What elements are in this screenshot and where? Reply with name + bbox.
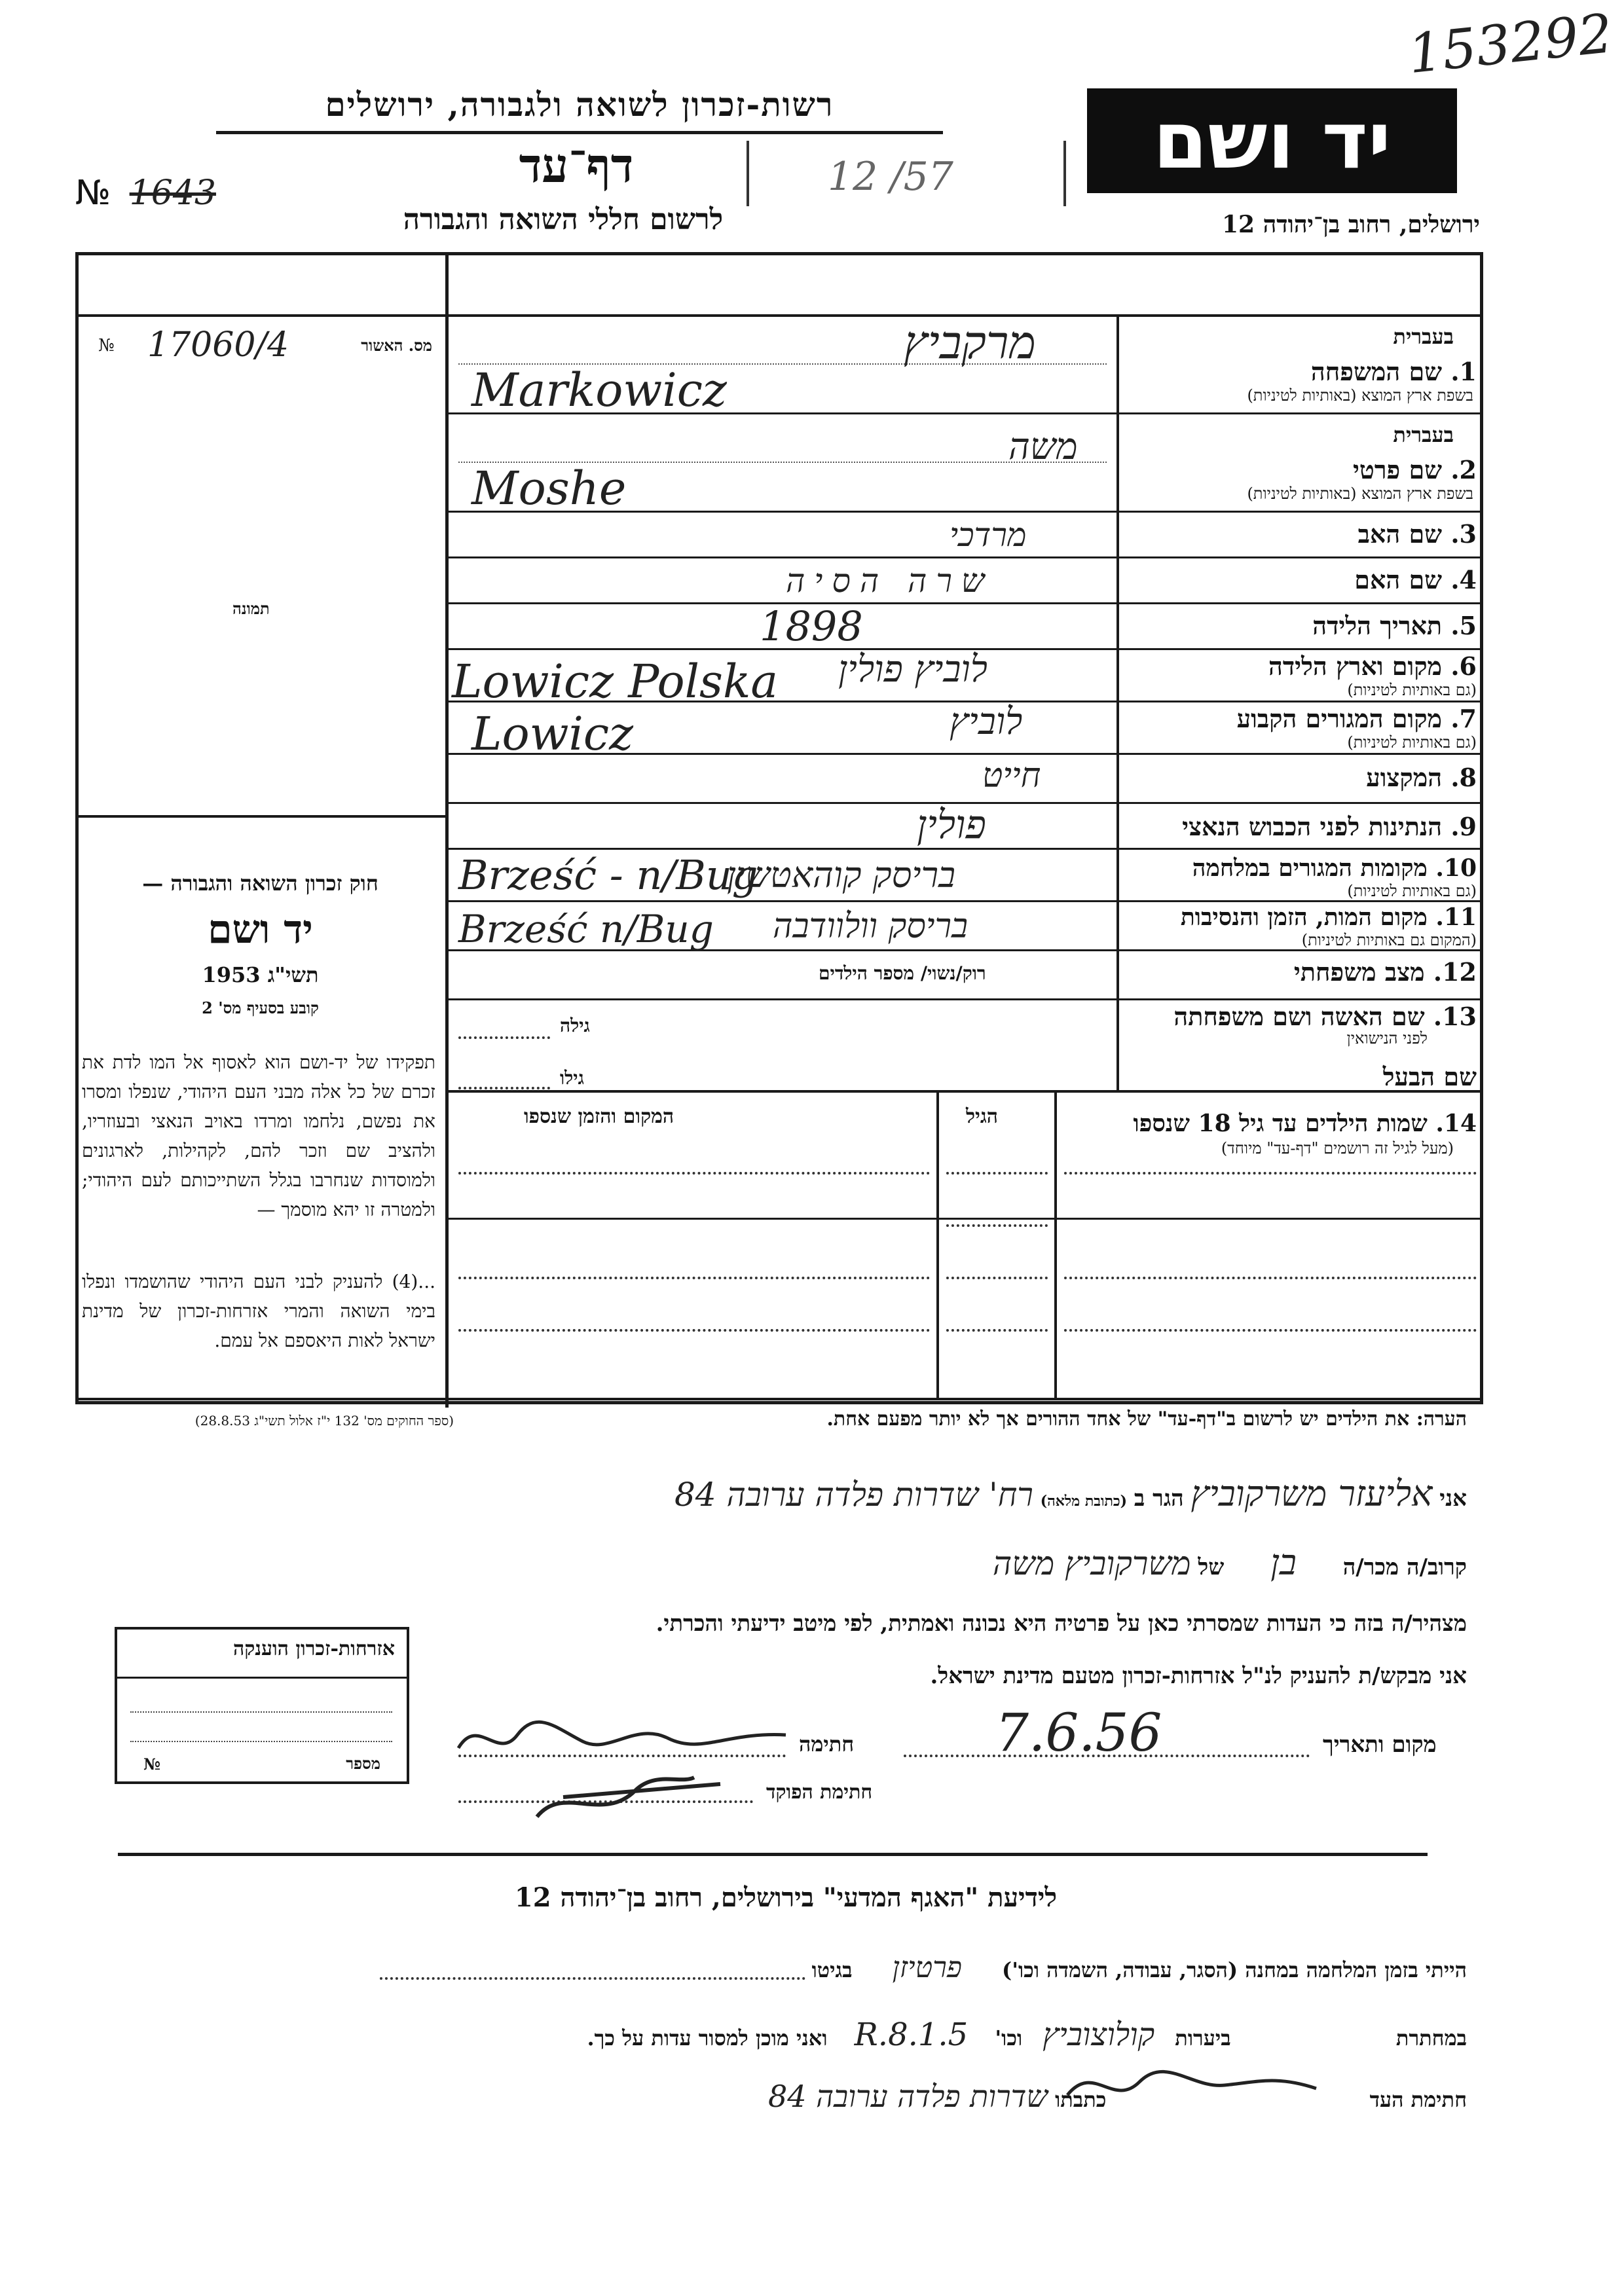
field-13-text: שם האשה ושם משפחתה (1173, 1002, 1425, 1031)
field-6-text: מקום וארץ הלידה (1268, 651, 1443, 681)
field-12-num: 12. (1433, 957, 1477, 987)
wife-age-label: גילה (560, 1015, 590, 1036)
field-10-label (1192, 854, 1477, 882)
law-year: תשי"ג 1953 (202, 962, 319, 987)
intel-row2-etc: וכו' (995, 2026, 1023, 2050)
field-9-value: פולין (917, 802, 986, 848)
field-10-value-latin: Brześć - n/Bug (458, 851, 758, 899)
law-text-2: ...(4) להעניק לבני העם היהודי שהושמדו ונפלו בימי השואה והמרי אזרחות-זכרון של מדינת ישראל לאות היאספם אל עמם. (82, 1271, 435, 1351)
field-12-text: מצב משפחתי (1293, 957, 1425, 987)
field-9-num: 9. (1450, 812, 1477, 841)
declaration-line-3: מצהיר/ה בזה כי העדות שמסרתי כאן על פרטיה היא נכונה ואמתית, לפי מיטב ידיעתי והכרתי. (655, 1611, 1467, 1637)
citizenship-no-label: № (143, 1755, 161, 1774)
field-4-text: שם האם (1354, 565, 1443, 594)
field-11-text: מקום המות, הזמן והנסיבות (1180, 903, 1428, 931)
field-10-text: מקומות המגורים במלחמה (1192, 854, 1428, 882)
intel-row2-prefix: במחתרת (1395, 2026, 1467, 2050)
field-11-value-latin: Brześć n/Bug (458, 907, 714, 951)
field-7-sub: (גם באותיות לטיניות) (1347, 733, 1477, 752)
declaration-i: אני (1439, 1485, 1467, 1512)
field-3-num: 3. (1450, 519, 1477, 549)
declarant-address: רח' שדרות פלדה ערובה 84 (674, 1476, 1033, 1514)
field-1-value-he: מרקביץ (904, 316, 1036, 369)
citizenship-number-label: מספר (346, 1754, 380, 1773)
field-8-text: המקצוע (1366, 763, 1443, 792)
official-signature-label: חתימת הפוקד (766, 1781, 873, 1804)
field-5-value: 1898 (760, 602, 863, 650)
intel-row-2 (111, 2016, 1467, 2053)
declaration-address-label: (כתובת מלאה) (1040, 1493, 1128, 1510)
field-1-text: שם המשפחה (1310, 357, 1443, 386)
declarant-name: אליעזר משרקוביץ (1190, 1473, 1433, 1514)
field-10-value: בריסק קוהאטשין (727, 854, 956, 896)
field-5-num: 5. (1450, 611, 1477, 640)
field-10-num: 10. (1435, 854, 1477, 882)
field-6-num: 6. (1450, 651, 1477, 681)
field-2-num: 2. (1450, 455, 1477, 484)
field-13-num: 13. (1433, 1002, 1477, 1031)
children-sub: (מעל לגיל זה רושמים "דף-עד" מיוחד) (1221, 1139, 1454, 1157)
relation-label: קרוב/ה מכר/ה (1342, 1554, 1467, 1580)
intel-row1-suffix: בגיטו (811, 1958, 853, 1982)
approval-number-row (85, 325, 439, 370)
children-label: 14. שמות הילדים עד גיל 18 שנספו (1133, 1110, 1477, 1137)
field-12-value: רוק/נשוי/ מספר הילדים (819, 962, 986, 984)
relation-value: בן (1270, 1542, 1297, 1583)
field-9-label (1182, 812, 1477, 842)
field-11-num: 11. (1435, 903, 1477, 931)
field-5-label (1312, 611, 1477, 641)
citizenship-box (115, 1627, 409, 1784)
relation-name: משרקוביץ משה (992, 1544, 1191, 1582)
field-10-sub: (גם באותיות לטיניות) (1347, 882, 1477, 900)
form-subtitle: לרשום חללי השואה והגבורה (403, 203, 724, 236)
declaration-line-2 (589, 1542, 1467, 1583)
field-2-label (1353, 455, 1477, 485)
intel-row1-prefix: הייתי בזמן המלחמה במחנה (הסגר, עבודה, השמדה וכו') (1002, 1958, 1467, 1982)
intel-address-value: שדרות פלדה ערובה 84 (767, 2079, 1048, 2114)
declaration-resides: הגר ב (1134, 1485, 1184, 1512)
field-4-label (1354, 565, 1477, 595)
witness-signature (1061, 2056, 1323, 2115)
children-age-header: הגיל (966, 1105, 999, 1128)
intel-row2-handwritten: קולוצוביץ (1043, 2016, 1155, 2053)
field-1-sub: בשפת ארץ המוצא (באותיות לטיניות) (1247, 386, 1473, 405)
intel-title: לידיעת "האגף המדעי" בירושלים, רחוב בן־יהודה 12 (514, 1882, 1058, 1913)
logo-text: יד ושם (1153, 95, 1392, 187)
children-place-header: המקום והזמן שנספו (524, 1105, 674, 1128)
form-title: דף־עד (519, 137, 634, 193)
field-8-label (1366, 763, 1477, 793)
field-8-value: חייט (982, 756, 1041, 795)
intel-witness-signature-label: חתימת העד (1369, 2087, 1467, 2112)
field-2-lang: בעברית (1393, 422, 1454, 447)
intel-row2-value: ביערות (1175, 2026, 1231, 2050)
field-7-value-latin: Lowicz (471, 707, 634, 761)
field-6-value-latin: Lowicz Polska (452, 655, 779, 708)
declaration-line-1 (393, 1473, 1467, 1514)
received-stamp (747, 141, 1066, 206)
field-6-label (1268, 651, 1477, 682)
citizenship-box-title: אזרחות-זכרון הוענקה (232, 1637, 395, 1660)
children-note: הערה: את הילדים יש לרשום ב"דף-עד" של אחד ההורים אך לא יותר מפעם אחת. (826, 1408, 1467, 1430)
place-date-value: 7.6.56 (995, 1702, 1162, 1763)
law-clause: קובע בסעיף מס' 2 (202, 998, 319, 1017)
field-8-num: 8. (1450, 763, 1477, 792)
field-11-sub: (המקום גם באותיות לטיניות) (1301, 931, 1477, 949)
field-4-num: 4. (1450, 565, 1477, 594)
approval-label: מס. האשור (361, 336, 432, 355)
field-13-sub: לפני הנישואין (1346, 1029, 1428, 1048)
field-6-value: לוביץ פולין (838, 648, 987, 691)
intel-row2-suffix: ואני מוכן למסור עדות על כך. (587, 2026, 828, 2050)
intel-row2-handwritten-2: 8.1.5.R (854, 2016, 969, 2053)
field-3-label (1358, 519, 1477, 549)
approval-no-value: 17060/4 (147, 325, 289, 365)
field-7-label (1237, 704, 1477, 734)
field-4-value: שרה הסיה (786, 562, 994, 600)
relation-of: של (1198, 1554, 1225, 1580)
form-number (75, 173, 216, 213)
field-6-sub: (גם באותיות לטיניות) (1347, 681, 1477, 699)
field-2-value-latin: Moshe (471, 462, 627, 515)
husband-age-label: גילו (560, 1067, 584, 1089)
field-13-label (1173, 1002, 1477, 1032)
form-number-label: № (75, 173, 111, 213)
field-7-value: לוביץ (950, 701, 1023, 743)
law-reference: (ספר החוקים מס' 132 י"ז אלול תשי"ג 28.8.53) (194, 1413, 454, 1429)
field-1-num: 1. (1450, 357, 1477, 386)
intel-address-label: כתבתו (1055, 2087, 1107, 2112)
field-7-text: מקום המגורים הקבוע (1236, 704, 1443, 733)
field-12-label (1294, 957, 1477, 987)
field-11-label (1181, 903, 1477, 931)
field-1-lang: בעברית (1393, 324, 1454, 349)
approval-no-label: № (98, 336, 115, 355)
signature-label: חתימה (799, 1732, 855, 1757)
archive-stamp-number: 153292 (1405, 2, 1616, 86)
field-1-label (1311, 357, 1477, 387)
husband-label: שם הבעל (1382, 1062, 1477, 1091)
place-date-label: מקום ותאריך (1323, 1732, 1437, 1758)
form-number-value: 1643 (129, 173, 216, 213)
field-5-text: תאריך הלידה (1312, 611, 1443, 640)
field-9-text: הנתינות לפני הכבוש הנאצי (1182, 812, 1443, 841)
received-stamp-text: 12 /57 (828, 154, 953, 200)
field-7-num: 7. (1450, 704, 1477, 733)
field-3-value: מרדכי (950, 516, 1027, 554)
declaration-line-4: אני מבקש/ת להעניק לנ"ל אזרחות-זכרון מטעם מדינת ישראל. (930, 1663, 1467, 1689)
field-2-text: שם פרטי (1352, 455, 1443, 484)
field-3-text: שם האב (1357, 519, 1443, 549)
law-text-1: תפקידו של יד-ושם הוא לאסוף אל המו לדת את זכרם של כל אלה מבני העם היהודי, שנפלו ומסרו את נפשם, נלחמו ומרדו באויב הנאצי ובעוזריו, ולהציב שם וזכר להם, לקהילות, לארגונים ולמוסדות שנחרבו בגלל השתייכותם לעם היהודי; ולמטרה זו יהא מוסמך — (82, 1051, 435, 1220)
field-2-sub: בשפת ארץ המוצא (באותיות לטיניות) (1247, 484, 1473, 503)
field-2-value-he: משה (1008, 426, 1078, 468)
law-name: יד ושם (208, 907, 313, 953)
law-title: חוק זכרון השואה והגבורה — (142, 871, 378, 896)
photo-label: תמונה (232, 599, 270, 618)
authority-name: רשות-זכרון לשואה ולגבורה, ירושלים (325, 85, 834, 124)
header-address: ירושלים, רחוב בן־יהודה 12 (1221, 211, 1480, 238)
intel-row1-value: פרטיזן (892, 1951, 962, 1984)
field-11-value: בריסק וולוודבה (773, 907, 969, 946)
field-1-value-latin: Markowicz (471, 363, 727, 417)
yad-vashem-logo (1087, 88, 1457, 193)
official-signature (524, 1758, 733, 1830)
